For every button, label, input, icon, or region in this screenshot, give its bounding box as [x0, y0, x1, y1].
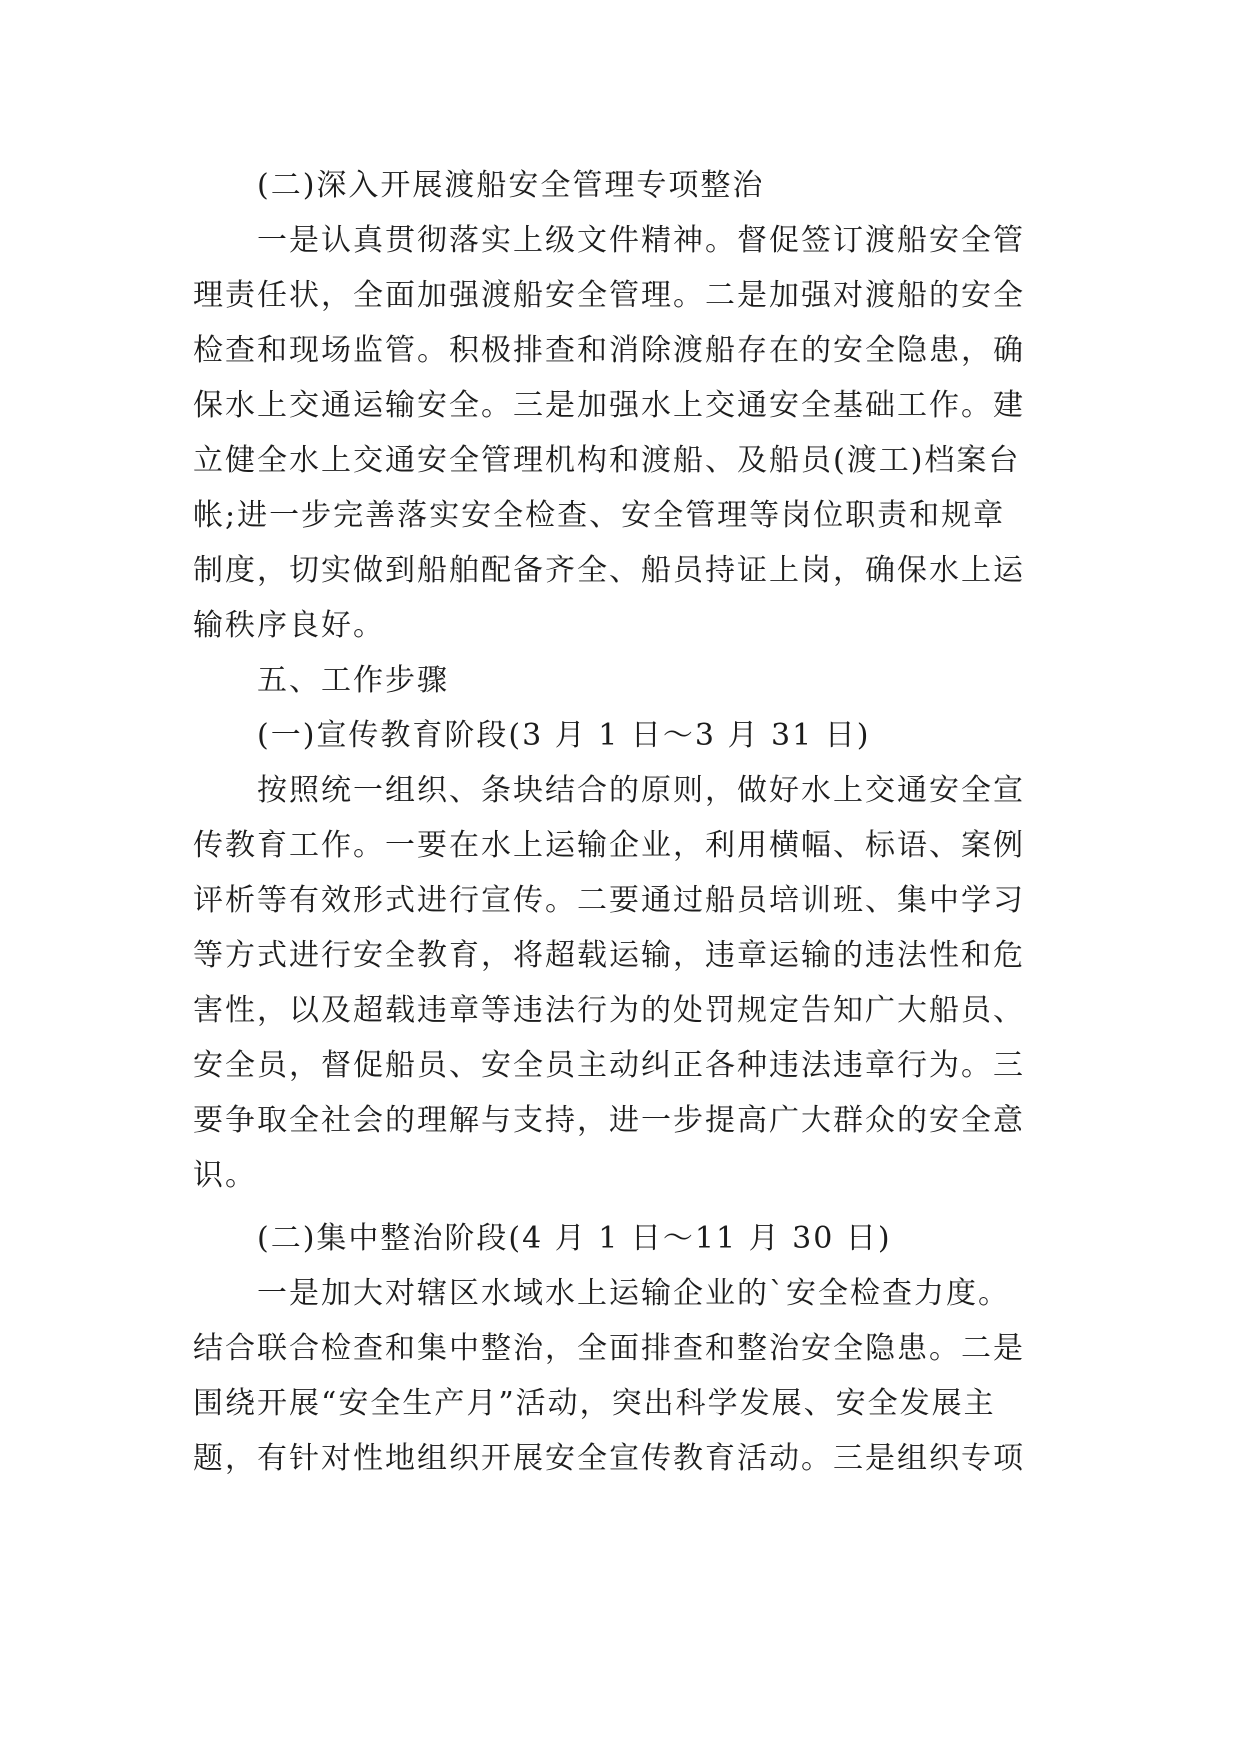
section-heading: 五、工作步骤: [257, 663, 449, 698]
section-heading: (一)宣传教育阶段(3 月 1 日～3 月 31 日): [257, 718, 871, 753]
paragraph-line: 一是加大对辖区水域水上运输企业的`安全检查力度。: [257, 1276, 1010, 1311]
paragraph-line: 输秩序良好。: [193, 608, 385, 643]
paragraph-line: 题，有针对性地组织开展安全宣传教育活动。三是组织专项: [193, 1441, 1025, 1476]
paragraph-line: 等方式进行安全教育，将超载运输，违章运输的违法性和危: [193, 938, 1025, 973]
section-heading: (二)深入开展渡船安全管理专项整治: [257, 168, 765, 203]
paragraph-line: 害性，以及超载违章等违法行为的处罚规定告知广大船员、: [193, 993, 1025, 1028]
paragraph-line: 安全员，督促船员、安全员主动纠正各种违法违章行为。三: [193, 1048, 1025, 1083]
paragraph-line: 要争取全社会的理解与支持，进一步提高广大群众的安全意: [193, 1103, 1025, 1138]
paragraph-line: 传教育工作。一要在水上运输企业，利用横幅、标语、案例: [193, 828, 1025, 863]
paragraph-line: 识。: [193, 1158, 257, 1193]
paragraph-line: 立健全水上交通安全管理机构和渡船、及船员(渡工)档案台: [193, 443, 1021, 478]
document-body: [193, 158, 1053, 1486]
paragraph-line: 围绕开展“安全生产月”活动，突出科学发展、安全发展主: [193, 1386, 996, 1421]
paragraph-line: 制度，切实做到船舶配备齐全、船员持证上岗，确保水上运: [193, 553, 1025, 588]
paragraph-line: 检查和现场监管。积极排查和消除渡船存在的安全隐患，确: [193, 333, 1025, 368]
paragraph-line: 保水上交通运输安全。三是加强水上交通安全基础工作。建: [193, 388, 1025, 423]
paragraph-line: 评析等有效形式进行宣传。二要通过船员培训班、集中学习: [193, 883, 1025, 918]
paragraph-line: 理责任状，全面加强渡船安全管理。二是加强对渡船的安全: [193, 278, 1025, 313]
section-heading: (二)集中整治阶段(4 月 1 日～11 月 30 日): [257, 1221, 892, 1256]
paragraph-line: 帐;进一步完善落实安全检查、安全管理等岗位职责和规章: [193, 498, 1006, 533]
paragraph-line: 一是认真贯彻落实上级文件精神。督促签订渡船安全管: [257, 223, 1025, 258]
paragraph-line: 结合联合检查和集中整治，全面排查和整治安全隐患。二是: [193, 1331, 1025, 1366]
paragraph-line: 按照统一组织、条块结合的原则，做好水上交通安全宣: [257, 773, 1025, 808]
